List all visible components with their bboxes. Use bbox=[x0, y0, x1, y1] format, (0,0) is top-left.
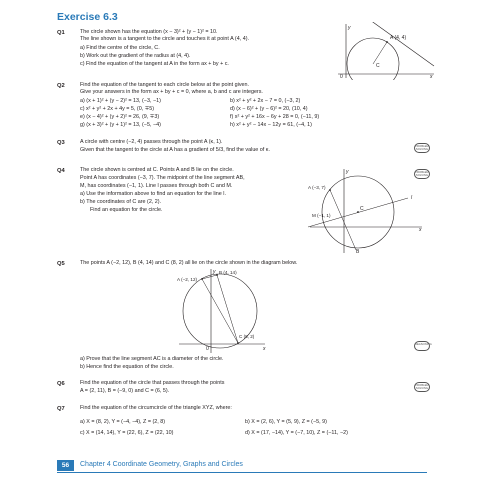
question-text: The line shown is a tangent to the circle and touches it at point A (4, 4). bbox=[80, 36, 250, 42]
origin-label: 0 bbox=[206, 346, 209, 352]
centre-label: C bbox=[376, 63, 380, 69]
radius bbox=[373, 42, 387, 64]
question-text: Find the equation of the circumcircle of the triangle XYZ, where: bbox=[80, 405, 232, 411]
question-text: M, has coordinates (−1, 1). Line l passes through both C and M. bbox=[80, 183, 233, 189]
q5-diagram bbox=[175, 267, 270, 355]
question-part: a) (x + 1)² + (y − 2)² = 13, (−3, −1) bbox=[80, 98, 161, 104]
segment-ac bbox=[202, 279, 238, 343]
q4-diagram bbox=[300, 165, 425, 255]
exercise-title: Exercise 6.3 bbox=[57, 11, 118, 23]
reasoning-badge: REASONING bbox=[414, 341, 430, 351]
question-part: c) x² + y² + 2x + 4y = 5, (0, ∓5) bbox=[80, 106, 155, 112]
problem-solving-badge: PROBLEM SOLVING bbox=[415, 383, 429, 391]
question-text: Point A has coordinates (−3, 7). The midpoint of the line segment AB, bbox=[80, 175, 245, 181]
footer-divider bbox=[57, 472, 427, 473]
origin-label: 0 bbox=[340, 74, 343, 80]
y-label: y bbox=[213, 269, 216, 275]
tangent-line bbox=[370, 22, 434, 66]
question-part: g) (x + 3)² + (y + 1)² = 13, (−5, −4) bbox=[80, 122, 161, 128]
question-part: b) X = (2, 6), Y = (5, 9), Z = (−5, 9) bbox=[245, 419, 327, 425]
point-a-label: A (−3, 7) bbox=[308, 185, 326, 190]
point-a-label: A (4, 4) bbox=[390, 35, 407, 41]
question-number: Q5 bbox=[57, 261, 65, 267]
question-number: Q6 bbox=[57, 381, 65, 387]
point-c-label: C (8, 2) bbox=[239, 334, 255, 339]
question-text: Give your answers in the form ax + by + c = 0, where a, b and c are integers. bbox=[80, 89, 263, 95]
question-part: f) x² + y² + 16x − 6y + 28 = 0, (−11, 9) bbox=[230, 114, 320, 120]
question-part: a) Find the centre of the circle, C. bbox=[80, 45, 160, 51]
point-c bbox=[237, 342, 239, 344]
question-number: Q2 bbox=[57, 83, 65, 89]
x-label: x bbox=[419, 227, 422, 233]
point-m-label: M (−1, 1) bbox=[312, 213, 331, 218]
question-part: e) (x − 4)² + (y + 2)² = 26, (9, ∓3) bbox=[80, 114, 160, 120]
question-part: Find an equation for the circle. bbox=[90, 207, 163, 213]
question-number: Q4 bbox=[57, 168, 65, 174]
question-part: b) Hence find the equation of the circle. bbox=[80, 364, 174, 370]
chapter-title: Chapter 4 Coordinate Geometry, Graphs and Circles bbox=[80, 461, 243, 468]
problem-solving-badge: PROBLEM SOLVING bbox=[415, 170, 429, 178]
point-a bbox=[329, 189, 331, 191]
question-number: Q7 bbox=[57, 406, 65, 412]
question-text: Find the equation of the circle that passes through the points bbox=[80, 380, 225, 386]
question-part: b) Work out the gradient of the radius at (4, 4). bbox=[80, 53, 191, 59]
line-l-label: l bbox=[411, 195, 413, 201]
point-b-label: B bbox=[356, 249, 360, 255]
point-a-label: A (−2, 12) bbox=[177, 277, 198, 282]
question-text: A = (2, 11), B = (−9, 0) and C = (6, 5). bbox=[80, 388, 170, 394]
question-text: The circle shown has the equation (x − 3)² + (y − 1)² = 10. bbox=[80, 29, 218, 35]
problem-solving-badge: PROBLEM SOLVING bbox=[415, 144, 429, 152]
x-label: x bbox=[263, 346, 266, 352]
question-number: Q1 bbox=[57, 30, 65, 36]
point-b bbox=[216, 274, 218, 276]
y-label: y bbox=[348, 25, 351, 31]
point-c bbox=[357, 211, 359, 213]
question-part: a) X = (8, 2), Y = (−4, −4), Z = (2, 8) bbox=[80, 419, 166, 425]
question-part: h) x² + y² − 14x − 12y = 61, (−4, 1) bbox=[230, 122, 312, 128]
question-part: c) Find the equation of the tangent at A in the form ax + by + c. bbox=[80, 61, 229, 67]
x-label: x bbox=[430, 74, 433, 80]
question-text: The points A (−2, 12), B (4, 14) and C (8, 2) all lie on the circle shown in the diagram below. bbox=[80, 260, 298, 266]
question-part: d) (x − 6)² + (y − 6)² = 20, (10, 4) bbox=[230, 106, 308, 112]
question-part: b) The coordinates of C are (2, 2). bbox=[80, 199, 162, 205]
point-b-label: B (4, 14) bbox=[219, 270, 237, 275]
segment-bc bbox=[217, 275, 238, 343]
question-part: c) X = (14, 14), Y = (22, 6), Z = (22, 10) bbox=[80, 430, 174, 436]
question-text: The circle shown is centred at C. Points A and B lie on the circle. bbox=[80, 167, 234, 173]
question-text: A circle with centre (−2, 4) passes through the point A (κ, 1). bbox=[80, 139, 223, 145]
question-part: a) Use the information above to find an equation for the line l. bbox=[80, 191, 226, 197]
question-part: b) x² + y² + 2x − 7 = 0, (−3, 2) bbox=[230, 98, 301, 104]
chord-ab bbox=[330, 190, 356, 250]
page-number: 56 bbox=[57, 460, 74, 471]
question-part: d) X = (17, −14), Y = (−7, 10), Z = (−11, −2) bbox=[245, 430, 348, 436]
circle bbox=[347, 38, 399, 80]
question-text: Given that the tangent to the circle at A has a gradient of 5/3, find the value of κ. bbox=[80, 147, 270, 153]
y-label: y bbox=[346, 169, 349, 175]
question-text: Find the equation of the tangent to each circle below at the point given. bbox=[80, 82, 250, 88]
centre-label: C bbox=[360, 206, 364, 212]
point-a bbox=[386, 41, 388, 43]
question-number: Q3 bbox=[57, 140, 65, 146]
point-a bbox=[201, 278, 203, 280]
question-part: a) Prove that the line segment AC is a diameter of the circle. bbox=[80, 356, 224, 362]
q1-diagram bbox=[330, 22, 440, 80]
